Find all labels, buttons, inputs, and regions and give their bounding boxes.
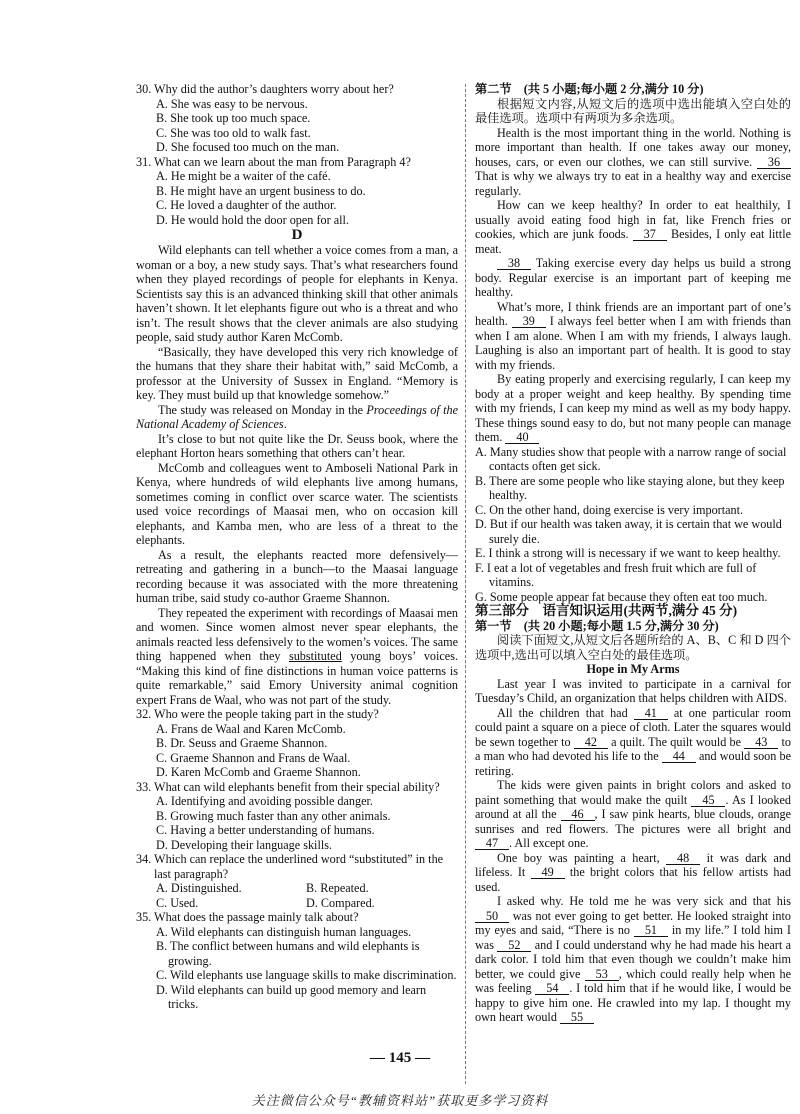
- question-31: [136, 155, 458, 228]
- question-32: [136, 707, 458, 780]
- blank-37: 37: [633, 228, 667, 241]
- question-stem: 35. What does the passage mainly talk about?: [136, 910, 359, 924]
- passage-paragraph: They repeated the experiment with recordings of Maasai men and women. Since women almost never spear elephants, the animals reacted less defensively to the women’s voices. The same thing happened when they substituted young boys’ voices. “Making this kind of fine distinctions in human voice patterns is quite remarkable,” said Emory University animal cognition expert Frans de Waal, who was not part of the study.: [136, 605, 458, 707]
- blank-48: 48: [666, 852, 700, 865]
- option-a: A. Frans de Waal and Karen McComb.: [156, 721, 346, 736]
- blank-49: 49: [531, 866, 565, 879]
- option-b: B. Growing much faster than any other animals.: [156, 808, 391, 823]
- passage-paragraph: 38 Taking exercise every day helps us build a strong body. Regular exercise is an important part of keeping me healthy.: [475, 256, 791, 299]
- right-column: [475, 82, 791, 1025]
- blank-38: 38: [497, 257, 531, 270]
- blank-51: 51: [634, 924, 668, 937]
- choice-a: A. Many studies show that people with a narrow range of social contacts often get sick.: [475, 444, 787, 473]
- question-30: [136, 82, 458, 155]
- choice-list: [475, 445, 791, 605]
- passage-paragraph: By eating properly and exercising regularly, I can keep my body at a proper weight and keep healthy. By spending time with my friends, I can keep my mind as well as my body happy. These things sound easy to do, but not many people can manage them. 40: [475, 372, 791, 444]
- blank-50: 50: [475, 910, 509, 923]
- blank-53: 53: [585, 968, 619, 981]
- story-paragraph: The kids were given paints in bright colors and asked to paint something that would make the quilt 45 . As I looked around at all the 46 , I saw pink hearts, blue clouds, orange sunrises and red flowers. The pictures were all bright and 47 . All except one.: [475, 778, 791, 850]
- blank-46: 46: [561, 808, 595, 821]
- option-d: D. Developing their language skills.: [156, 837, 333, 852]
- passage-paragraph: As a result, the elephants reacted more defensively—retreating and gathering in a bunch—to the Maasai language recording because it was associated with the more threatening human tribe, said study co-author Graeme Shannon.: [136, 547, 458, 605]
- passage-paragraph: It’s close to but not quite like the Dr. Seuss book, where the elephant Horton hears something that others can’t hear.: [136, 431, 458, 460]
- passage-paragraph: How can we keep healthy? In order to eat healthily, I usually avoid eating food high in fat, like French fries or cookies, which are junk foods. 37 Besides, I only eat little meat.: [475, 198, 791, 256]
- option-a: A. She was easy to be nervous.: [156, 96, 308, 111]
- option-a: A. Distinguished.: [156, 881, 242, 895]
- page-number: — 145 —: [370, 1050, 430, 1066]
- option-c: C. Wild elephants use language skills to make discrimination.: [156, 968, 457, 982]
- option-c: C. He loved a daughter of the author.: [156, 198, 337, 212]
- blank-41: 41: [634, 707, 668, 720]
- blank-44: 44: [662, 750, 696, 763]
- option-c: C. Used.: [156, 895, 199, 910]
- blank-39: 39: [512, 315, 546, 328]
- option-c: C. She was too old to walk fast.: [156, 125, 311, 140]
- option-a: A. Wild elephants can distinguish human languages.: [156, 924, 412, 939]
- passage-paragraph: McComb and colleagues went to Amboseli National Park in Kenya, where hundreds of wild elephants live among humans, sometimes coming in conflict over scarce water. The scientists used voice recordings of Maasai men, who on occasion kill elephants, and Kamba men, who are less of a threat to the elephants.: [136, 460, 458, 547]
- passage-paragraph: The study was released on Monday in the Proceedings of the National Academy of Sciences.: [136, 402, 458, 431]
- option-b: B. The conflict between humans and wild elephants is growing.: [156, 939, 420, 968]
- underlined-word: substituted: [288, 649, 342, 663]
- blank-55: 55: [560, 1011, 594, 1024]
- part3-header: 第三部分 语言知识运用(共两节,满分 45 分): [475, 603, 738, 618]
- choice-f: F. I eat a lot of vegetables and fresh fruit which are full of vitamins.: [475, 560, 757, 589]
- part2-instructions: 根据短文内容,从短文后的选项中选出能填入空白处的最佳选项。选项中有两项为多余选项。: [475, 96, 791, 125]
- passage-paragraph: “Basically, they have developed this very rich knowledge of the humans that they share their habitat with,” said McComb, a professor at the University of Sussex in England. “Memory is key. They must build up that knowledge somehow.”: [136, 344, 458, 402]
- option-c: C. Graeme Shannon and Frans de Waal.: [156, 750, 351, 765]
- column-divider: [465, 84, 466, 1084]
- option-d: D. She focused too much on the man.: [156, 140, 340, 154]
- blank-43: 43: [744, 736, 778, 749]
- option-c: C. Having a better understanding of humans.: [156, 823, 375, 837]
- blank-40: 40: [505, 431, 539, 444]
- choice-e: E. I think a strong will is necessary if we want to keep healthy.: [475, 546, 781, 560]
- blank-47: 47: [475, 837, 509, 850]
- question-stem: 31. What can we learn about the man from Paragraph 4?: [136, 154, 411, 169]
- option-b: B. Repeated.: [306, 881, 369, 895]
- question-stem: 32. Who were the people taking part in the study?: [136, 707, 379, 721]
- passage-paragraph: Health is the most important thing in the world. Nothing is more important than health. If one takes away our money, houses, cars, or even our clothes, we can still survive. 36 That is why we always try to eat in a healthy way and exercise regularly.: [475, 125, 791, 198]
- choice-d: D. But if our health was taken away, it is certain that we would surely die.: [475, 517, 782, 546]
- footer-note: 关注微信公众号“教辅资料站”获取更多学习资料: [251, 1093, 549, 1108]
- blank-42: 42: [574, 736, 608, 749]
- option-b: B. Dr. Seuss and Graeme Shannon.: [156, 736, 328, 750]
- option-a: A. Identifying and avoiding possible danger.: [156, 794, 373, 808]
- option-a: A. He might be a waiter of the café.: [156, 169, 331, 183]
- part2-header: 第二节 (共 5 小题;每小题 2 分,满分 10 分): [475, 82, 704, 96]
- blank-52: 52: [497, 939, 531, 952]
- story-paragraph: All the children that had 41 at one particular room could paint a square on a piece of cloth. Later the squares would be sewn together to 42 a quilt. The quilt would be 43 to a man who had devoted his life to the 44 and would soon be retiring.: [475, 705, 792, 778]
- choice-g: G. Some people appear fat because they often eat too much.: [475, 589, 768, 604]
- section-d-title: D: [291, 227, 303, 243]
- question-33: [136, 780, 458, 853]
- option-b: B. She took up too much space.: [156, 111, 311, 125]
- option-d: D. Karen McComb and Graeme Shannon.: [156, 765, 361, 779]
- question-34: [136, 852, 458, 910]
- blank-45: 45: [691, 794, 725, 807]
- option-d: D. Wild elephants can build up good memory and learn tricks.: [156, 982, 427, 1011]
- option-b: B. He might have an urgent business to do.: [156, 183, 366, 198]
- question-stem: 30. Why did the author’s daughters worry about her?: [136, 82, 394, 96]
- part3-subheader: 第一节 (共 20 小题;每小题 1.5 分,满分 30 分): [475, 618, 719, 633]
- question-35: [136, 910, 458, 1012]
- story-paragraph: One boy was painting a heart, 48 it was dark and lifeless. It 49 the bright colors that his fellow artists had used.: [475, 850, 792, 894]
- passage-paragraph: Wild elephants can tell whether a voice comes from a man, a woman or a boy, a new study says. That’s what researchers found when they played recordings of people for elephants in Kenya. Scientists say this is an advanced thinking skill that other animals haven’t shown. It let elephants figure out who is a threat and who isn’t. The result shows that the clever animals are also studying people, said study author Karen McComb.: [136, 243, 458, 344]
- option-d: D. He would hold the door open for all.: [156, 212, 349, 227]
- blank-36: 36: [757, 156, 791, 169]
- question-stem: 33. What can wild elephants benefit from their special ability?: [136, 779, 440, 794]
- question-stem: 34. Which can replace the underlined word “substituted” in the last paragraph?: [136, 852, 444, 881]
- part3-instructions: 阅读下面短文,从短文后各题所给的 A、B、C 和 D 四个选项中,选出可以填入空白处的最佳选项。: [475, 633, 791, 662]
- choice-b: B. There are some people who like staying alone, but they keep healthy.: [475, 473, 785, 502]
- choice-c: C. On the other hand, doing exercise is very important.: [475, 502, 744, 517]
- story-paragraph: Last year I was invited to participate in a carnival for Tuesday’s Child, an organization that helps children with AIDS.: [475, 676, 791, 705]
- option-d: D. Compared.: [306, 895, 375, 910]
- blank-54: 54: [535, 982, 569, 995]
- passage-paragraph: What’s more, I think friends are an important part of one’s health. 39 I always feel better when I am with friends than when I am alone. When I am with my friends, I always laugh. Laughing is also an important part of health. It is good to stay with my friends.: [475, 299, 792, 372]
- story-paragraph: I asked why. He told me he was very sick and that his 50 was not ever going to get better. He looked straight into my eyes and said, “There is no 51 in my life.” I told him I was 52 and I could understand why he had made his heart a dark color. I told him that even though we couldn’t make him better, we could give 53 , which could really help when he was feeling 54 . I told him that if he would like, I would be happy to give him one. He crawled into my lap. I thought my own heart would 55: [475, 894, 791, 1024]
- left-column: [136, 82, 458, 1012]
- story-title: Hope in My Arms: [586, 662, 680, 676]
